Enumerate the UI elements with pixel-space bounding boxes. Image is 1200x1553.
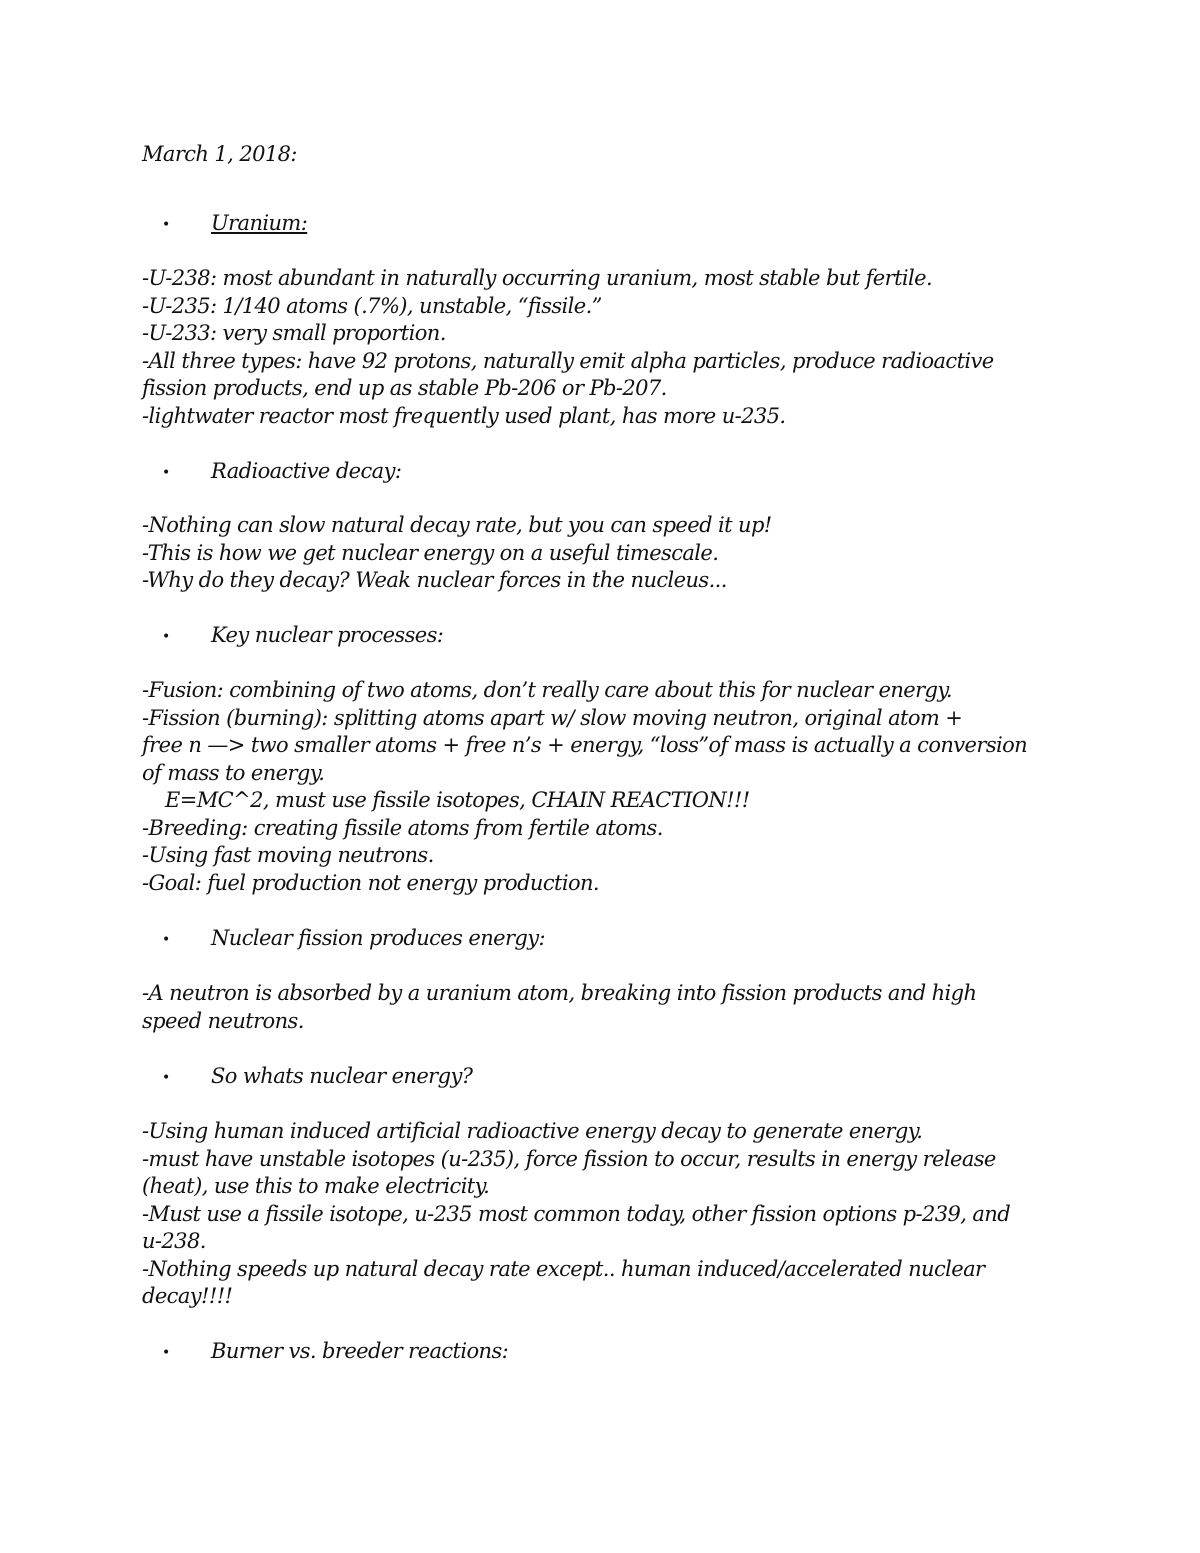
body-line: fission products, end up as stable Pb-206 or Pb-207. [142, 376, 667, 400]
body-line: -All three types: have 92 protons, naturally emit alpha particles, produce radioactive [142, 348, 994, 373]
body-line: -Fusion: combining of two atoms, don’t really care about this for nuclear energy. [142, 678, 952, 702]
body-line: of mass to energy. [142, 760, 325, 785]
body-line: speed neutrons. [142, 1008, 304, 1033]
body-line: -Using human induced artificial radioactive energy decay to generate energy. [142, 1119, 923, 1143]
heading-text: Uranium: [211, 211, 308, 235]
body-line: -Using fast moving neutrons. [142, 843, 434, 867]
body-line: -A neutron is absorbed by a uranium atom, breaking into fission products and high [142, 981, 977, 1005]
heading-text: Radioactive decay: [211, 459, 402, 483]
body-line: -Nothing can slow natural decay rate, but you can speed it up! [142, 513, 772, 537]
heading-text: Burner vs. breeder reactions: [211, 1339, 509, 1363]
body-line: -Why do they decay? Weak nuclear forces in the nucleus... [142, 568, 727, 592]
body-line: -must have unstable isotopes (u-235), force fission to occur, results in energy release [142, 1146, 996, 1171]
bullet-icon: • [162, 1345, 170, 1361]
body-line: -Nothing speeds up natural decay rate except.. human induced/accelerated nuclear [142, 1256, 985, 1281]
body-line: free n —> two smaller atoms + free n’s + energy, “loss”of mass is actually a conversion [142, 733, 1028, 757]
bullet-icon: • [162, 1070, 170, 1086]
body-line: -Breeding: creating fissile atoms from fertile atoms. [142, 815, 663, 840]
heading-text: Nuclear fission produces energy: [211, 926, 545, 950]
body-line: u-238. [142, 1229, 206, 1253]
body-line: -Fission (burning): splitting atoms apart w/ slow moving neutron, original atom + [142, 705, 963, 730]
note-date: March 1, 2018: [142, 142, 297, 166]
body-line: -This is how we get nuclear energy on a useful timescale. [142, 540, 719, 565]
heading-text: Key nuclear processes: [211, 623, 444, 647]
heading-text: So whats nuclear energy? [211, 1064, 473, 1088]
bullet-icon: • [162, 932, 170, 948]
section-body-uranium [142, 265, 1072, 430]
body-line: -U-235: 1/140 atoms (.7%), unstable, “fissile.” [142, 293, 602, 318]
section-body-whats-nuclear-energy [142, 1118, 1072, 1311]
bullet-icon: • [162, 629, 170, 645]
section-body-nuclear-fission [142, 980, 1072, 1035]
body-line: decay!!!! [142, 1284, 233, 1308]
bullet-icon: • [162, 217, 170, 233]
section-body-radioactive-decay [142, 512, 1072, 595]
body-line: -Goal: fuel production not energy production. [142, 870, 600, 895]
body-line: E=MC^2, must use fissile isotopes, CHAIN REACTION!!! [165, 788, 750, 812]
body-line: -U-238: most abundant in naturally occurring uranium, most stable but fertile. [142, 266, 933, 290]
body-line: -U-233: very small proportion. [142, 321, 446, 345]
body-line: -lightwater reactor most frequently used plant, has more u-235. [142, 403, 786, 428]
bullet-icon: • [162, 465, 170, 481]
body-line: (heat), use this to make electricity. [142, 1174, 490, 1198]
section-body-key-nuclear-processes [142, 677, 1072, 897]
body-line: -Must use a fissile isotope, u-235 most common today, other fission options p-239, and [142, 1201, 1011, 1226]
